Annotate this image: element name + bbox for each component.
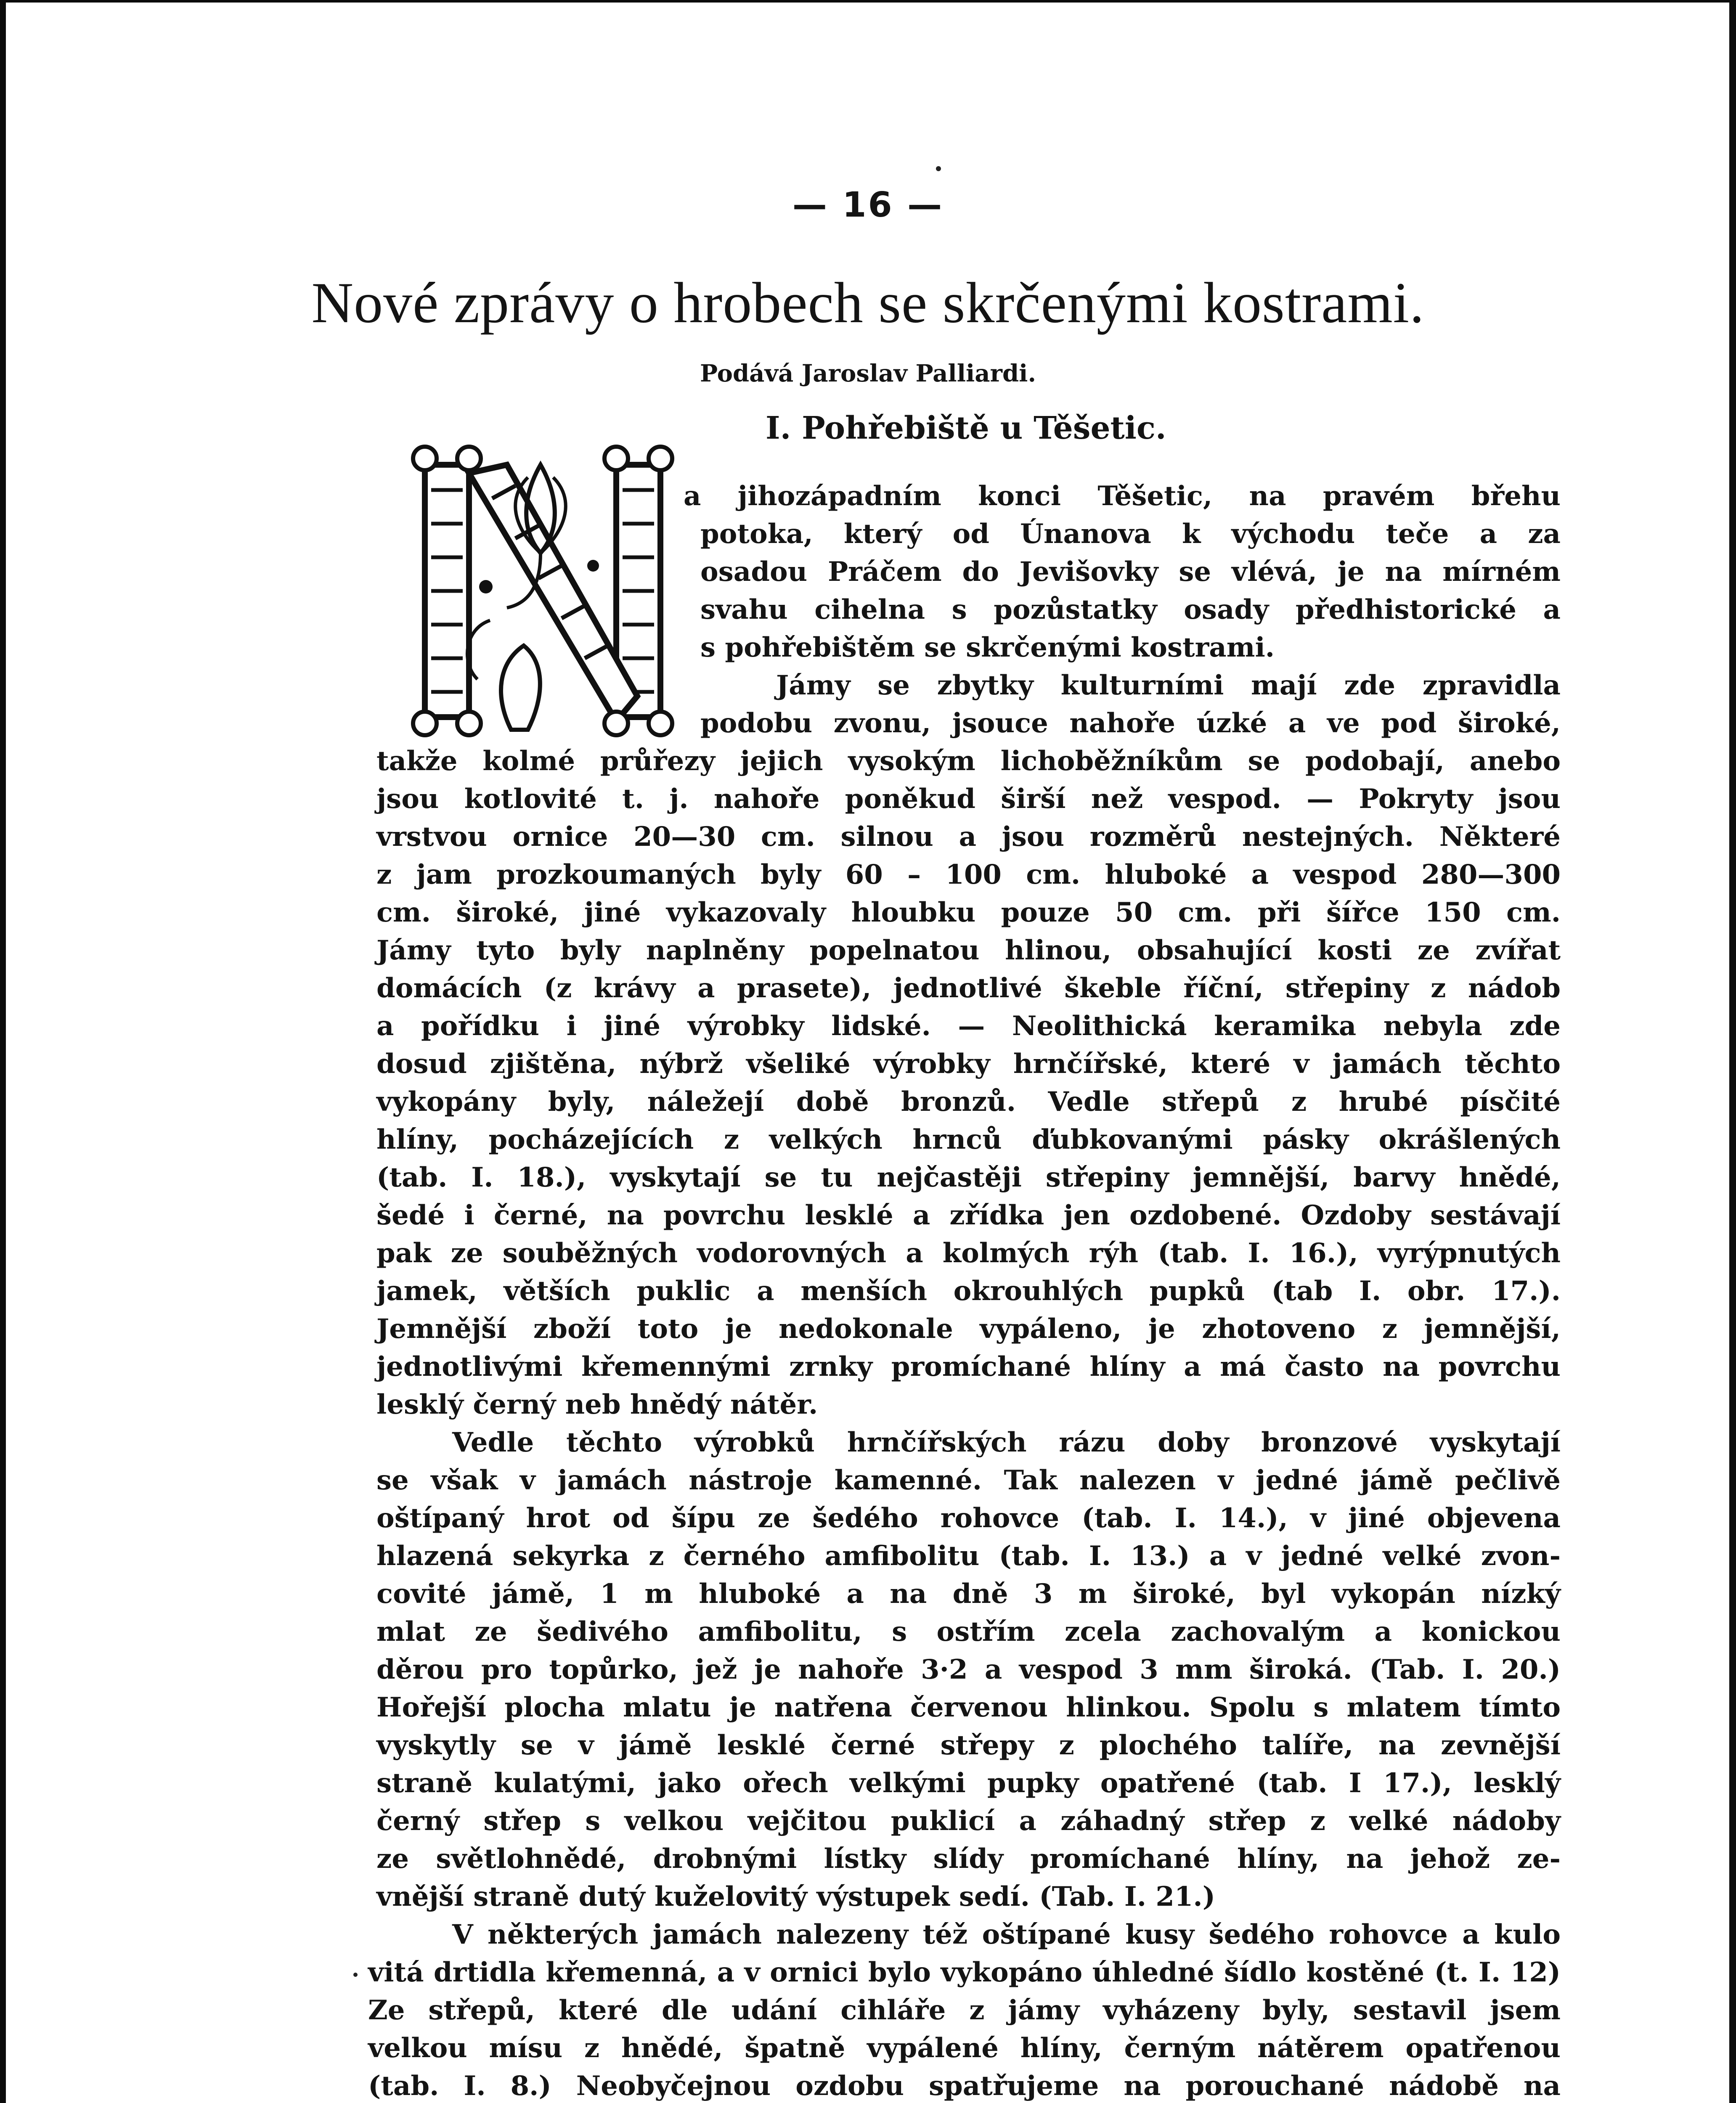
body-line: velkou mísu z hnědé, špatně vypálené hlíny, černým nátěrem opatřenou [368,2032,1561,2064]
body-line: Vedle těchto výrobků hrnčířských rázu doby bronzové vyskytají [452,1427,1561,1458]
body-line: takže kolmé průřezy jejich vysokým lichoběžníkům se podobají, anebo [376,745,1561,777]
body-line: jednotlivými křemennými zrnky promíchané hlíny a má často na povrchu [376,1351,1561,1383]
body-line: (tab. I. 8.) Neobyčejnou ozdobu spatřujeme na porouchané nádobě na [368,2070,1561,2102]
body-line: vyskytly se v jámě lesklé černé střepy z plochého talíře, na zevnější [376,1730,1561,1761]
body-line: vykopány byly, náležejí době bronzů. Vedle střepů z hrubé písčité [376,1086,1561,1118]
body-line: Ze střepů, které dle udání cihláře z jámy vyházeny byly, sestavil jsem [368,1994,1561,2026]
body-line: hlíny, pocházejících z velkých hrnců ďubkovanými pásky okrášlených [376,1124,1561,1155]
section-heading: I. Pohřebiště u Těšetic. [766,410,1166,446]
body-line: vitá drtidla křemenná, a v ornici bylo vykopáno úhledné šídlo kostěné (t. I. 12) [368,1957,1561,1988]
body-line: děrou pro topůrko, jež je nahoře 3·2 a vespod 3 mm široká. (Tab. I. 20.) [376,1654,1561,1685]
body-line: lesklý černý neb hnědý nátěr. [376,1389,818,1420]
body-line: straně kulatými, jako ořech velkými pupky opatřené (tab. I 17.), lesklý [376,1767,1561,1799]
body-line: osadou Práčem do Jevišovky se vlévá, je na mírném [700,556,1561,588]
body-line: Jemnější zboží toto je nedokonale vypáleno, je zhotoveno z jemnější, [376,1313,1561,1345]
body-line: jamek, větších puklic a menších okrouhlých pupků (tab I. obr. 17.). [376,1275,1561,1307]
body-line: vnější straně dutý kuželovitý výstupek sedí. (Tab. I. 21.) [376,1881,1215,1912]
body-line: potoka, který od Únanova k východu teče a za [700,518,1561,550]
body-line: podobu zvonu, jsouce nahoře úzké a ve pod široké, [700,707,1561,739]
body-line: jsou kotlovité t. j. nahoře poněkud širší než vespod. — Pokryty jsou [376,783,1561,815]
body-line: černý střep s velkou vejčitou puklicí a záhadný střep z velké nádoby [376,1805,1561,1837]
body-line: šedé i černé, na povrchu lesklé a zřídka jen ozdobené. Ozdoby sestávají [376,1200,1561,1231]
body-line: covité jámě, 1 m hluboké a na dně 3 m široké, byl vykopán nízký [376,1578,1561,1610]
body-line: a jihozápadním konci Těšetic, na pravém břehu [684,480,1561,512]
body-line: mlat ze šedivého amfibolitu, s ostřím zcela zachovalým a konickou [376,1616,1561,1647]
body-line: domácích (z krávy a prasete), jednotlivé škeble říční, střepiny z nádob [376,972,1561,1004]
body-line: se však v jamách nástroje kamenné. Tak nalezen v jedné jámě pečlivě [376,1465,1561,1496]
body-line: ze světlohnědé, drobnými lístky slídy promíchané hlíny, na jehož ze- [376,1843,1561,1875]
body-line: (tab. I. 18.), vyskytají se tu nejčastěji střepiny jemnější, barvy hnědé, [376,1162,1561,1193]
author-byline: Podává Jaroslav Palliardi. [700,360,1036,387]
body-line: Jámy tyto byly naplněny popelnatou hlinou, obsahující kosti ze zvířat [376,935,1561,966]
body-line: s pohřebištěm se skrčenými kostrami. [700,632,1275,663]
body-line: hlazená sekyrka z černého amfibolitu (tab. I. 13.) a v jedné velké zvon- [376,1540,1561,1572]
body-line: dosud zjištěna, nýbrž všeliké výrobky hrnčířské, které v jamách těchto [376,1048,1561,1080]
article-title: Nové zprávy o hrobech se skrčenými kostrami. [311,270,1425,335]
body-line: vrstvou ornice 20—30 cm. silnou a jsou rozměrů nestejných. Některé [376,821,1561,853]
page-number: — 16 — [792,185,944,225]
body-line: oštípaný hrot od šípu ze šedého rohovce (tab. I. 14.), v jiné objevena [376,1502,1561,1534]
body-line: pak ze souběžných vodorovných a kolmých rýh (tab. I. 16.), vyrýpnutých [376,1237,1561,1269]
body-line: Hořejší plocha mlatu je natřena červenou hlinkou. Spolu s mlatem tímto [376,1692,1561,1723]
body-line: V některých jamách nalezeny též oštípané kusy šedého rohovce a kulo [452,1919,1561,1950]
scan-speck [353,1973,358,1977]
decorated-initial-letter [402,427,684,751]
initial-n-ornament-icon [402,427,684,751]
scan-speck [936,166,941,171]
body-line: cm. široké, jiné vykazovaly hloubku pouze 50 cm. při šířce 150 cm. [376,897,1561,928]
body-line: a pořídku i jiné výrobky lidské. — Neolithická keramika nebyla zde [376,1010,1561,1042]
body-line: z jam prozkoumaných byly 60 – 100 cm. hluboké a vespod 280—300 [376,859,1561,890]
body-line: svahu cihelna s pozůstatky osady předhistorické a [700,594,1561,625]
body-line: Jámy se zbytky kulturními mají zde zpravidla [776,670,1561,701]
